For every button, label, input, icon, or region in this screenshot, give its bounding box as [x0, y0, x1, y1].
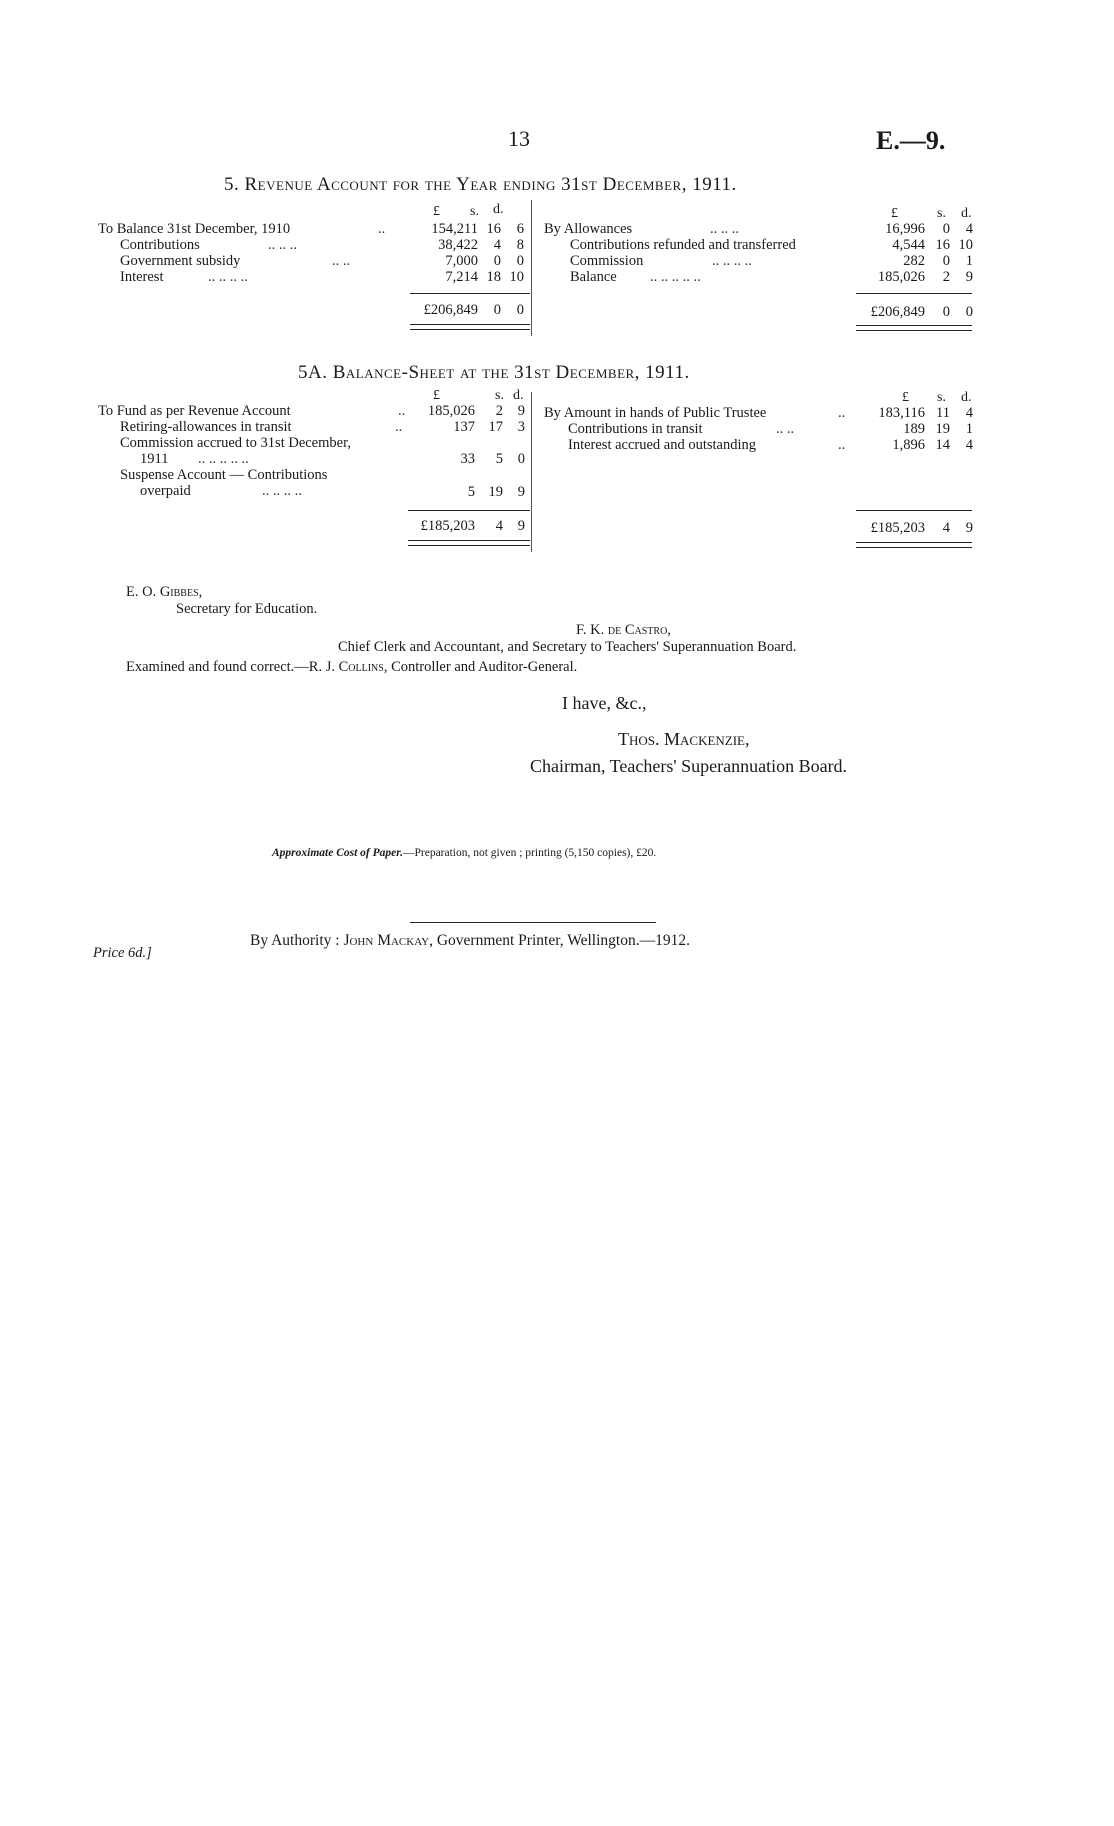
credit-row-leader: .. .. .. — [710, 221, 739, 237]
asset-row-leader: .. — [838, 405, 846, 421]
debit-row-shillings: 0 — [493, 253, 501, 269]
gibbes-title: Secretary for Education. — [176, 601, 318, 617]
asset-row-pence: 4 — [965, 437, 973, 453]
credit-row-label: Balance — [570, 269, 617, 285]
asset-total-pounds: £185,203 — [870, 520, 925, 536]
balance-title-number: 5A. — [298, 362, 328, 383]
liability-row-shillings: 19 — [488, 484, 503, 500]
cost-label: Approximate Cost of Paper. — [272, 847, 403, 859]
debit-row-leader: .. — [378, 221, 386, 237]
credit-total-pence: 0 — [965, 304, 973, 320]
debit-row-pounds: 38,422 — [438, 237, 478, 253]
credit-row-shillings: 0 — [942, 253, 950, 269]
examined-text: Examined and found correct.— — [126, 659, 309, 675]
credit-total-pounds: £206,849 — [870, 304, 925, 320]
asset-row-pence: 1 — [965, 421, 973, 437]
asset-row-leader: .. — [838, 437, 846, 453]
printer-imprint — [250, 932, 690, 950]
asset-row-pounds: 189 — [903, 421, 925, 437]
page-number: 13 — [508, 126, 530, 151]
liability-row-label: Commission accrued to 31st December, — [120, 435, 351, 451]
credit-row-leader: .. .. .. .. .. — [650, 269, 701, 285]
credit-pound-header: £ — [891, 206, 898, 221]
debit-row-pence: 0 — [516, 253, 524, 269]
debit-row-pounds: 7,000 — [445, 253, 478, 269]
mackenzie-signature: Thos. Mackenzie, — [618, 729, 750, 749]
closing-salutation: I have, &c., — [562, 693, 647, 713]
debit-row-label: Government subsidy — [120, 253, 241, 269]
liability-total-shillings: 4 — [495, 518, 503, 534]
asset-pound-header: £ — [902, 390, 909, 405]
debit-row-shillings: 4 — [493, 237, 501, 253]
liability-row-pence: 9 — [517, 403, 525, 419]
debit-row-shillings: 18 — [486, 269, 501, 285]
liability-row-pounds: 33 — [460, 451, 475, 467]
liability-row-pounds: 137 — [453, 419, 475, 435]
liability-row-label: Suspense Account — Contributions — [120, 467, 328, 483]
liab-pound-header: £ — [433, 388, 440, 403]
liability-row-leader: .. — [395, 419, 403, 435]
liability-total-double-rule — [408, 540, 530, 546]
liability-row-leader: .. — [398, 403, 406, 419]
credit-row-shillings: 2 — [942, 269, 950, 285]
cost-of-paper-line — [272, 847, 656, 859]
mackenzie-title: Chairman, Teachers' Superannuation Board. — [530, 756, 848, 776]
debit-shilling-header: s. — [470, 204, 479, 219]
document-reference: E.—9. — [876, 126, 946, 155]
credit-row-pence: 9 — [965, 269, 973, 285]
liability-row-label: To Fund as per Revenue Account — [98, 403, 291, 419]
asset-row-shillings: 11 — [936, 405, 950, 421]
authority-prefix: By Authority : — [250, 932, 340, 949]
credit-row-pence: 10 — [958, 237, 973, 253]
debit-row-leader: .. .. — [332, 253, 351, 269]
liability-row-label: overpaid — [140, 483, 191, 499]
credit-row-pounds: 185,026 — [877, 269, 925, 285]
debit-row-label: Interest — [120, 269, 164, 285]
liability-total-pence: 9 — [517, 518, 525, 534]
footer-rule — [410, 922, 656, 923]
liability-row-label: 1911 — [140, 451, 169, 467]
liability-row-pounds: 185,026 — [427, 403, 475, 419]
debit-row-pounds: 7,214 — [445, 269, 478, 285]
asset-row-pence: 4 — [965, 405, 973, 421]
credit-row-leader: .. .. .. .. — [712, 253, 752, 269]
liability-total-pounds: £185,203 — [420, 518, 475, 534]
debit-row-pence: 8 — [516, 237, 524, 253]
credit-row-pounds: 4,544 — [892, 237, 925, 253]
asset-total-double-rule — [856, 542, 972, 548]
asset-row-label: Contributions in transit — [568, 421, 703, 437]
debit-row-pence: 10 — [509, 269, 524, 285]
collins-title: Controller and Auditor-General. — [391, 659, 578, 675]
liability-row-shillings: 17 — [488, 419, 503, 435]
asset-total-pence: 9 — [965, 520, 973, 536]
credit-total-shillings: 0 — [942, 304, 950, 320]
debit-row-label: To Balance 31st December, 1910 — [98, 221, 291, 237]
debit-total-pounds: £206,849 — [423, 302, 478, 318]
asset-row-label: By Amount in hands of Public Trustee — [544, 405, 767, 421]
liability-total-rule — [408, 510, 530, 511]
cost-text: —Preparation, not given ; printing (5,150 copies), £20. — [402, 847, 657, 859]
liability-row-shillings: 5 — [495, 451, 503, 467]
debit-total-pence: 0 — [516, 302, 524, 318]
debit-pence-header: d. — [493, 202, 504, 217]
credit-row-shillings: 0 — [942, 221, 950, 237]
castro-signature: F. K. de Castro, — [576, 622, 671, 638]
printer-name: John Mackay, — [343, 932, 433, 949]
credit-row-pence: 4 — [965, 221, 973, 237]
castro-title: Chief Clerk and Accountant, and Secretary to Teachers' Superannuation Board. — [338, 639, 797, 655]
debit-row-pounds: 154,211 — [431, 221, 478, 237]
debit-row-leader: .. .. .. .. — [208, 269, 248, 285]
asset-shilling-header: s. — [937, 390, 946, 405]
liability-row-pence: 3 — [517, 419, 525, 435]
collins-signature: R. J. Collins, — [308, 659, 388, 675]
credit-row-pounds: 282 — [903, 253, 925, 269]
credit-pence-header: d. — [961, 206, 972, 221]
debit-row-leader: .. .. .. — [268, 237, 297, 253]
liability-row-leader: .. .. .. .. — [262, 483, 302, 499]
liability-row-pounds: 5 — [467, 484, 475, 500]
debit-total-shillings: 0 — [493, 302, 501, 318]
asset-row-shillings: 14 — [935, 437, 950, 453]
asset-total-shillings: 4 — [942, 520, 950, 536]
price-note: Price 6d.] — [93, 945, 152, 961]
credit-shilling-header: s. — [937, 206, 946, 221]
liability-row-label: Retiring-allowances in transit — [120, 419, 292, 435]
liability-row-pence: 0 — [517, 451, 525, 467]
printer-details: Government Printer, Wellington.—1912. — [436, 932, 690, 949]
asset-row-shillings: 19 — [935, 421, 950, 437]
auditor-line — [126, 659, 577, 676]
debit-row-label: Contributions — [120, 237, 200, 253]
credit-row-pounds: 16,996 — [885, 221, 925, 237]
revenue-title-text: Revenue Account for the Year ending 31st December, 1911. — [244, 174, 737, 195]
credit-row-label: Commission — [570, 253, 644, 269]
credit-row-pence: 1 — [965, 253, 973, 269]
credit-row-label: By Allowances — [544, 221, 633, 237]
liability-row-shillings: 2 — [495, 403, 503, 419]
asset-row-pounds: 183,116 — [878, 405, 925, 421]
asset-row-leader: .. .. — [776, 421, 795, 437]
liability-row-leader: .. .. .. .. .. — [198, 451, 249, 467]
balance-title-text: Balance-Sheet at the 31st December, 1911. — [332, 362, 690, 383]
asset-total-rule — [856, 510, 972, 511]
revenue-title-number: 5. — [224, 174, 240, 195]
credit-row-shillings: 16 — [935, 237, 950, 253]
debit-row-pence: 6 — [516, 221, 524, 237]
debit-row-shillings: 16 — [486, 221, 501, 237]
balance-center-divider — [531, 392, 532, 552]
liab-pence-header: d. — [513, 388, 524, 403]
credit-row-label: Contributions refunded and transferred — [570, 237, 796, 253]
asset-row-pounds: 1,896 — [892, 437, 925, 453]
liability-row-pence: 9 — [517, 484, 525, 500]
gibbes-signature: E. O. Gibbes, — [126, 584, 203, 600]
asset-row-label: Interest accrued and outstanding — [568, 437, 757, 453]
asset-pence-header: d. — [961, 390, 972, 405]
liab-shilling-header: s. — [495, 388, 504, 403]
debit-pound-header: £ — [433, 204, 440, 219]
